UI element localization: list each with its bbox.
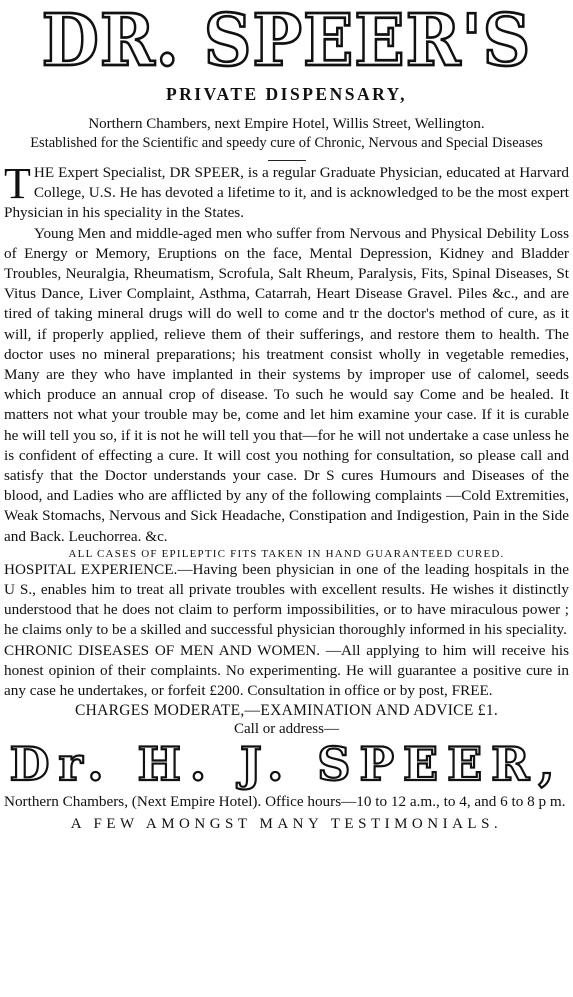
intro-paragraph: [4, 159, 569, 224]
ad-body: [4, 159, 569, 547]
doctor-signature: Dr. H. J. SPEER,: [9, 737, 564, 792]
hospital-paragraph: HOSPITAL EXPERIENCE.—Having been physician in one of the leading hospitals in the U S., enables him to treat all private troubles with excellent results. He wishes it distinctly understood that he does not claim to perform impossibilities, or to have miraculous power ; he claims only to be a skilled and successful physician thoroughly informed in his speciality.: [4, 560, 569, 639]
call-line: Call or address—: [234, 721, 339, 738]
epileptic-notice: ALL CASES OF EPILEPTIC FITS TAKEN IN HAND GUARANTEED CURED.: [68, 547, 505, 560]
established-line: Established for the Scientific and speedy cure of Chronic, Nervous and Special Diseases: [30, 135, 543, 151]
conditions-paragraph: Young Men and middle-aged men who suffer from Nervous and Physical Debility Loss of Energy or Memory, Eruptions on the face, Mental Depression, Kidney and Bladder Troubles, Neuralgia, Rheumatism, Scrofula, Salt Rheum, Paralysis, Fits, Spinal Diseases, St Vitus Dance, Liver Complaint, Asthma, Catarrah, Heart Disease Gravel. Piles &c., and are tired of taking mineral drugs will do well to come and tr the doctor's method of cure, as it will, if properly applied, relieve them of their sufferings, and restore them to health. The doctor uses no mineral preparations; his treatment consist wholly in vegetable remedies, Many are they who have implanted in their systems by improper use of calomel, seeds which produce an annual crop of disease. To such he would say Come and be healed. It matters not what your trouble may be, come and let him examine your case. If it is curable he will tell you so, if it is not he will tell you that—for he will not undertake a case unless he is confident of effecting a cure. It will cost you nothing for consultation, so please call and satisfy that the Doctor understands your case. Dr S cures Humours and Diseases of the blood, and Ladies who are afflicted by any of the following complaints —Cold Extremities, Weak Stomachs, Nervous and Sick Headache, Constipation and Indigestion, Pain in the Side and Back. Leuchorrea. &c.: [4, 224, 569, 545]
drop-cap: T: [4, 159, 31, 208]
charges-line: CHARGES MODERATE,—EXAMINATION AND ADVICE £1.: [74, 702, 499, 720]
dispensary-address: Northern Chambers, next Empire Hotel, Willis Street, Wellington.: [88, 116, 485, 132]
testimonials-heading: A FEW AMONGST MANY TESTIMONIALS.: [70, 816, 503, 833]
footer-address-hours: Northern Chambers, (Next Empire Hotel). Office hours—10 to 12 a.m., to 4, and 6 to 8 p m.: [4, 793, 566, 811]
ad-title: DR. SPEER'S: [4, 0, 569, 81]
chronic-paragraph: CHRONIC DISEASES OF MEN AND WOMEN. —All applying to him will receive his honest opinion of their complaints. No experimenting. He will guarantee a positive cure in any case he undertakes, or forfeit £200. Consultation in office or by post, FREE.: [4, 641, 569, 700]
section-divider: [268, 160, 306, 161]
ad-body-continued: [4, 560, 569, 701]
advertisement-page: [0, 2, 573, 997]
intro-text: HE Expert Specialist, DR SPEER, is a regular Graduate Physician, educated at Harvard College, U.S. He has devoted a lifetime to it, and is acknowledged to be the most expert Physician in his speciality in the States.: [4, 164, 569, 222]
ad-subtitle: PRIVATE DISPENSARY,: [165, 84, 408, 104]
